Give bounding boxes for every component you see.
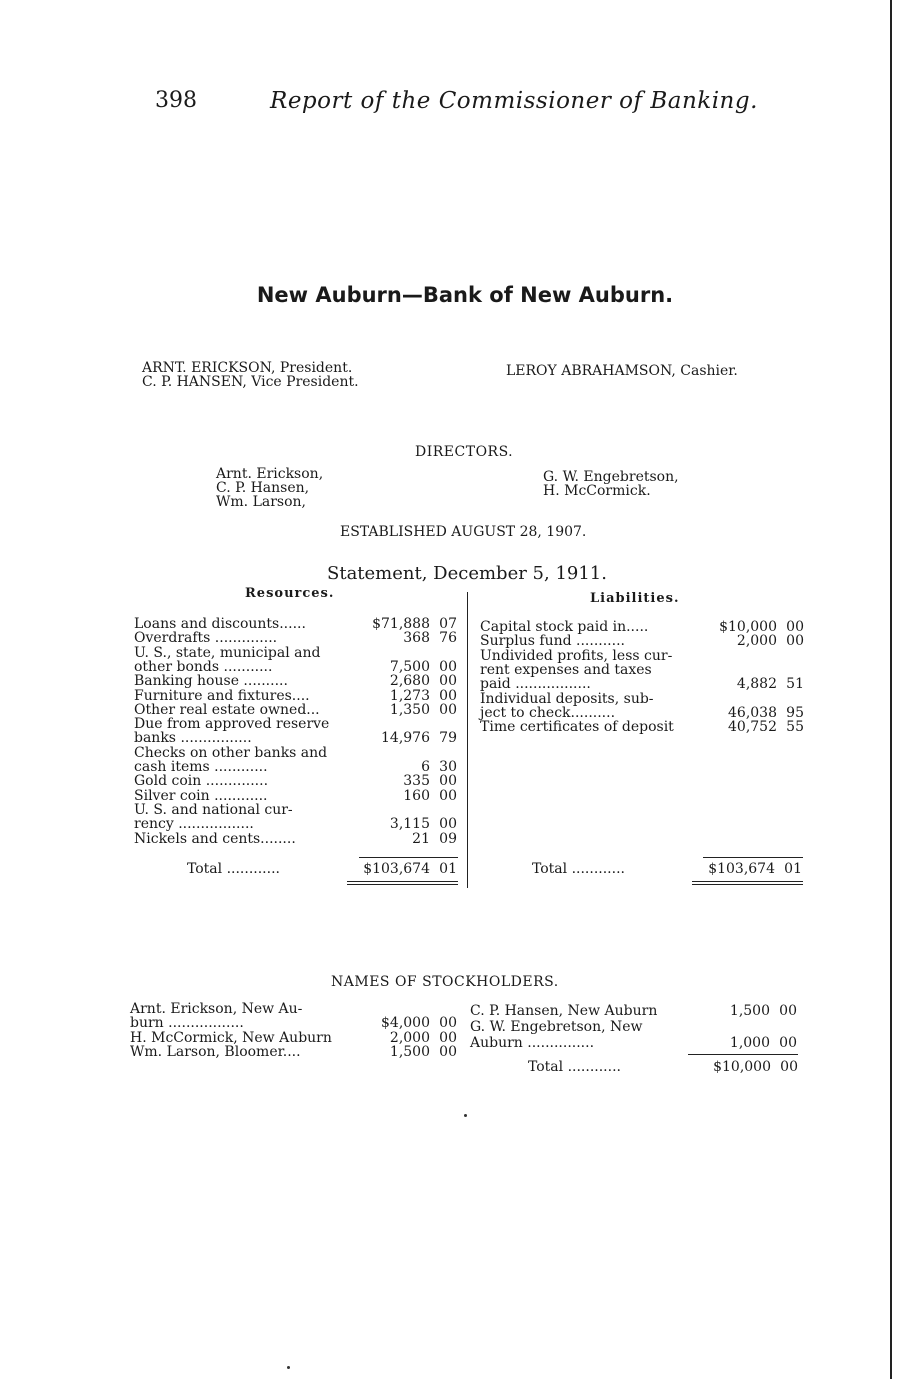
resource-dollars: 160 <box>403 787 430 804</box>
liabilities-sum-rule <box>703 857 803 858</box>
resource-cents: 00 <box>439 687 457 704</box>
liability-row <box>480 677 807 691</box>
resource-cents: 76 <box>439 630 457 647</box>
liability-label: paid ................. <box>480 676 591 693</box>
liabilities-heading: Liabilities. <box>590 591 680 606</box>
stockholder-right-label: G. W. Engebretson, New <box>470 1019 643 1035</box>
resource-label: Silver coin ............ <box>134 787 268 804</box>
liabilities-total-label: Total ............ <box>532 861 625 877</box>
vice-president: C. P. HANSEN, Vice President. <box>142 374 359 390</box>
resource-label: Banking house .......... <box>134 673 288 690</box>
resource-row <box>134 660 460 674</box>
stockholder-left-row <box>130 1002 460 1016</box>
liability-dollars: 40,752 <box>728 719 777 736</box>
resource-dollars: 3,115 <box>389 816 430 833</box>
column-divider <box>467 592 468 888</box>
liabilities-double-rule-1 <box>692 881 803 882</box>
resource-dollars: 7,500 <box>389 658 430 675</box>
statement-title: Statement, December 5, 1911. <box>327 563 607 584</box>
resource-cents: 00 <box>439 816 457 833</box>
stockholder-right-row <box>470 1020 800 1034</box>
resource-cents: 30 <box>439 759 457 775</box>
resource-row <box>134 617 460 631</box>
stockholder-left-label: burn ................. <box>130 1015 244 1032</box>
liability-cents: 55 <box>786 719 804 736</box>
resource-cents: 00 <box>439 701 457 718</box>
resource-dollars: 2,680 <box>389 673 430 690</box>
stockholders-sum-rule <box>688 1054 798 1055</box>
liability-dollars: $10,000 <box>719 619 777 635</box>
resource-label: banks ................ <box>134 730 252 747</box>
stockholder-right-dollars: 1,500 <box>729 1003 770 1019</box>
stockholder-left-dollars: 2,000 <box>389 1029 430 1046</box>
liability-cents: 51 <box>786 676 804 693</box>
stockholder-left-cents: 00 <box>439 1029 457 1046</box>
resource-row <box>134 717 460 731</box>
resource-cents: 79 <box>439 730 457 747</box>
resource-dollars: 368 <box>403 630 430 647</box>
liability-row <box>480 720 807 734</box>
resource-row <box>134 774 460 788</box>
printer-mark <box>464 1114 467 1117</box>
running-title: Report of the Commissioner of Banking. <box>270 88 758 114</box>
stockholder-left-label: Arnt. Erickson, New Au- <box>130 1001 303 1017</box>
stockholders-total-dollars: $10,000 <box>713 1059 771 1075</box>
resource-dollars: 21 <box>412 830 430 847</box>
stockholder-left-row <box>130 1045 460 1059</box>
director-1: Arnt. Erickson, <box>216 466 324 482</box>
resource-label: other bonds ........... <box>134 658 273 675</box>
resources-double-rule-2 <box>347 884 458 885</box>
printer-mark-bottom <box>287 1366 290 1369</box>
liabilities-total-cents: 01 <box>784 861 802 877</box>
resource-row <box>134 789 460 803</box>
liability-label: Capital stock paid in..... <box>480 619 649 635</box>
resource-row <box>134 674 460 688</box>
resource-row <box>134 703 460 717</box>
page-edge-line <box>890 0 892 1379</box>
liability-row <box>480 634 807 648</box>
resource-label: U. S. and national cur- <box>134 801 293 818</box>
director-2: C. P. Hansen, <box>216 480 310 496</box>
resource-dollars: 6 <box>421 759 430 775</box>
liability-row <box>480 692 807 706</box>
resource-row <box>134 803 460 817</box>
liability-row <box>480 663 807 677</box>
stockholder-left-cents: 00 <box>439 1015 457 1032</box>
resource-label: Nickels and cents........ <box>134 830 296 847</box>
resource-row <box>134 689 460 703</box>
resource-label: Overdrafts .............. <box>134 630 278 647</box>
page-number: 398 <box>155 88 197 113</box>
resource-dollars: $71,888 <box>372 616 430 632</box>
stockholder-right-row <box>470 1036 800 1050</box>
liability-cents: 00 <box>786 619 804 635</box>
resources-heading: Resources. <box>245 586 335 601</box>
resource-label: Gold coin .............. <box>134 773 269 790</box>
cashier: LEROY ABRAHAMSON, Cashier. <box>506 363 738 379</box>
stockholder-right-dollars: 1,000 <box>729 1035 770 1051</box>
stockholder-right-row <box>470 1004 800 1018</box>
resource-label: cash items ............ <box>134 759 268 775</box>
liability-cents: 00 <box>786 633 804 650</box>
resource-row <box>134 746 460 760</box>
resources-total-cents: 01 <box>439 861 457 877</box>
resource-label: Loans and discounts...... <box>134 616 306 632</box>
liability-label: Individual deposits, sub- <box>480 690 654 707</box>
resources-sum-rule <box>359 857 458 858</box>
director-5: H. McCormick. <box>543 483 651 499</box>
resource-label: U. S., state, municipal and <box>134 644 321 661</box>
president: ARNT. ERICKSON, President. <box>142 360 353 376</box>
established-date: ESTABLISHED AUGUST 28, 1907. <box>340 524 587 540</box>
resources-total-dollars: $103,674 <box>363 861 430 877</box>
stockholder-right-label: C. P. Hansen, New Auburn <box>470 1003 658 1019</box>
liability-label: ject to check.......... <box>480 704 616 721</box>
stockholder-left-label: Wm. Larson, Bloomer.... <box>130 1043 301 1060</box>
resources-total-label: Total ............ <box>187 861 280 877</box>
resource-dollars: 14,976 <box>381 730 430 747</box>
stockholder-right-label: Auburn ............... <box>470 1035 595 1051</box>
resource-row <box>134 760 460 774</box>
liabilities-total-row <box>532 862 805 876</box>
liability-row <box>480 649 807 663</box>
liability-row <box>480 620 807 634</box>
liability-label: Time certificates of deposit <box>480 719 674 736</box>
stockholders-total-label: Total ............ <box>528 1059 621 1075</box>
stockholder-left-cents: 00 <box>439 1043 457 1060</box>
liabilities-total-dollars: $103,674 <box>708 861 775 877</box>
resource-label: Due from approved reserve <box>134 716 330 733</box>
liability-dollars: 4,882 <box>736 676 777 693</box>
stockholder-right-cents: 00 <box>779 1003 797 1019</box>
liability-row <box>480 706 807 720</box>
stockholder-left-row <box>130 1016 460 1030</box>
stockholder-left-dollars: $4,000 <box>381 1015 430 1032</box>
liability-dollars: 46,038 <box>728 704 777 721</box>
bank-title: New Auburn—Bank of New Auburn. <box>256 283 674 307</box>
resource-row <box>134 631 460 645</box>
resource-label: rency ................. <box>134 816 254 833</box>
stockholders-heading: NAMES OF STOCKHOLDERS. <box>331 974 559 990</box>
resource-row <box>134 731 460 745</box>
liability-label: Undivided profits, less cur- <box>480 647 673 664</box>
resource-cents: 00 <box>439 773 457 790</box>
resource-cents: 00 <box>439 673 457 690</box>
liability-cents: 95 <box>786 704 804 721</box>
directors-heading: DIRECTORS. <box>415 444 514 460</box>
liability-label: rent expenses and taxes <box>480 661 652 678</box>
resource-cents: 07 <box>439 616 457 632</box>
resource-dollars: 335 <box>403 773 430 790</box>
director-3: Wm. Larson, <box>216 494 306 510</box>
resource-label: Other real estate owned... <box>134 701 320 718</box>
resource-cents: 09 <box>439 830 457 847</box>
resources-double-rule-1 <box>347 881 458 882</box>
resource-row <box>134 817 460 831</box>
resource-label: Furniture and fixtures.... <box>134 687 310 704</box>
stockholders-total-cents: 00 <box>780 1059 798 1075</box>
stockholder-left-dollars: 1,500 <box>389 1043 430 1060</box>
resource-row <box>134 646 460 660</box>
liability-dollars: 2,000 <box>736 633 777 650</box>
resource-dollars: 1,350 <box>389 701 430 718</box>
stockholder-left-row <box>130 1031 460 1045</box>
stockholders-total-row <box>528 1060 801 1074</box>
resource-row <box>134 832 460 846</box>
stockholder-left-label: H. McCormick, New Auburn <box>130 1029 332 1046</box>
director-4: G. W. Engebretson, <box>543 469 679 485</box>
resource-cents: 00 <box>439 658 457 675</box>
resource-dollars: 1,273 <box>389 687 430 704</box>
liability-label: Surplus fund ........... <box>480 633 625 650</box>
resources-total-row <box>187 862 460 876</box>
resource-label: Checks on other banks and <box>134 744 328 761</box>
liabilities-double-rule-2 <box>692 884 803 885</box>
stockholder-right-cents: 00 <box>779 1035 797 1051</box>
resource-cents: 00 <box>439 787 457 804</box>
